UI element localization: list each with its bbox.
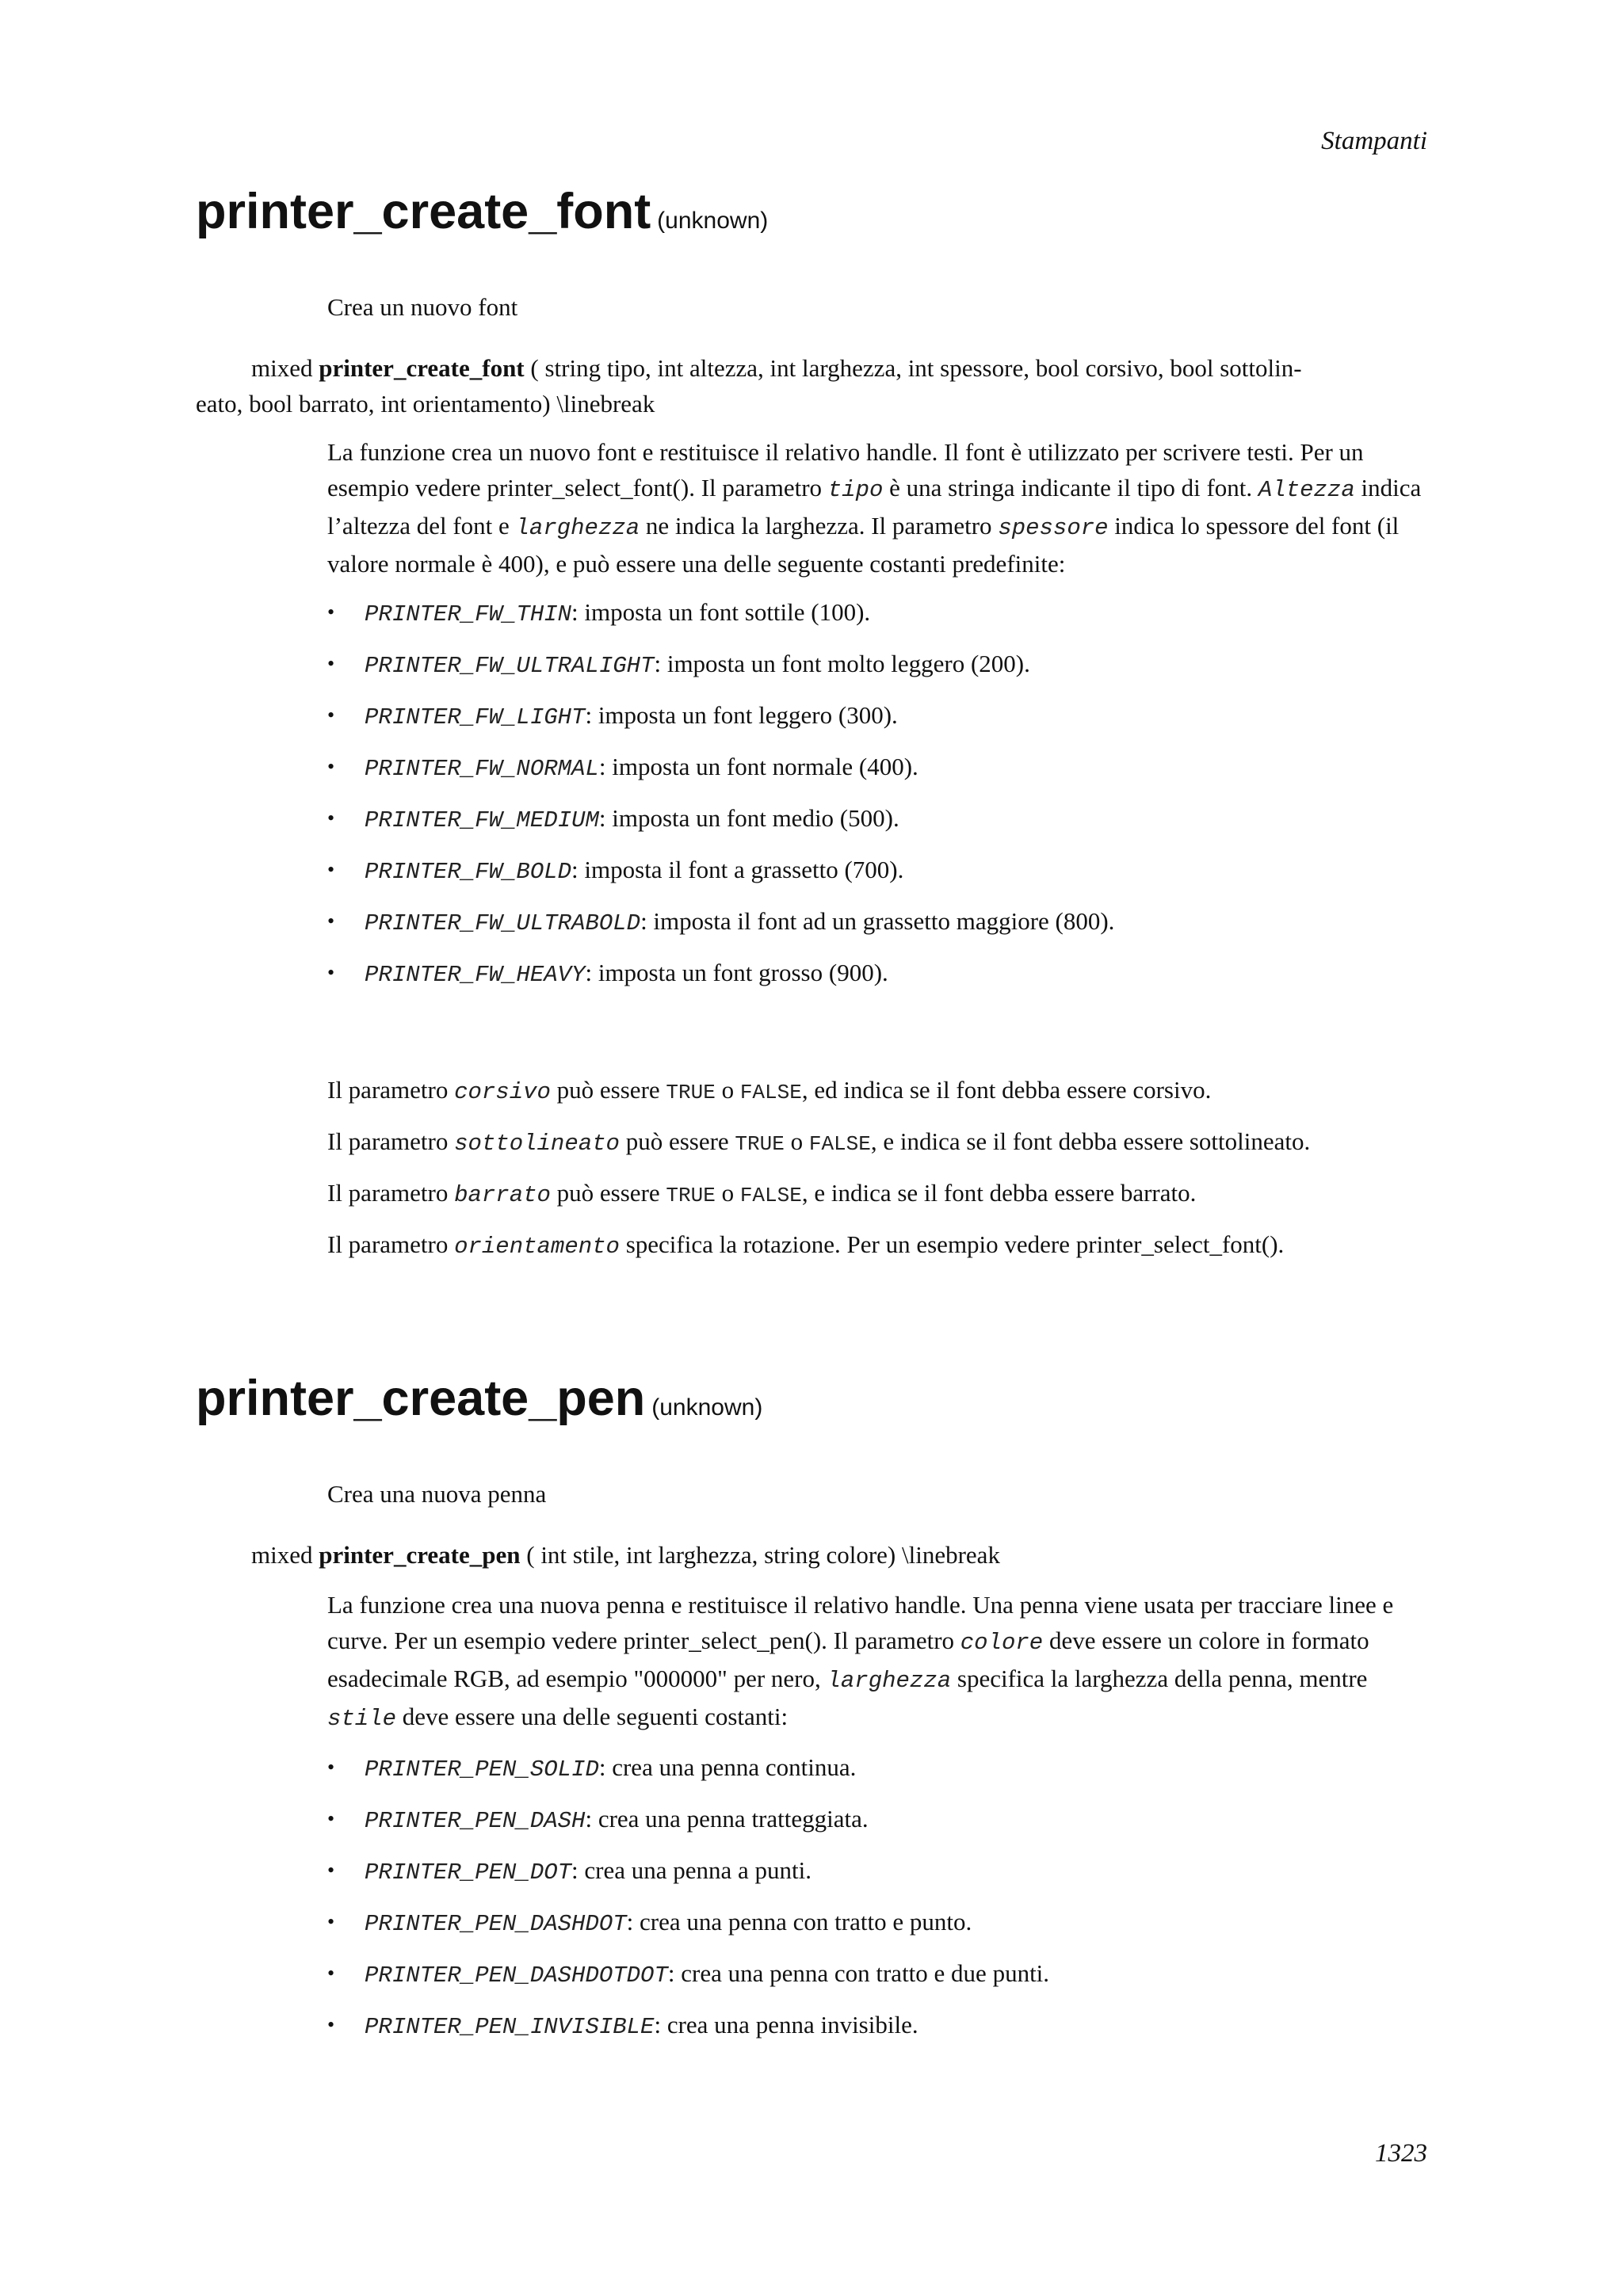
list-item: • PRINTER_FW_ULTRALIGHT: imposta un font molto leggero (200). <box>327 646 1429 684</box>
parameter-notes <box>327 1072 1429 1277</box>
param-name: Altezza <box>1258 477 1355 503</box>
synopsis-params-continued: eato, bool barrato, int orientamento) \linebreak <box>196 390 655 418</box>
running-head: Stampanti <box>1321 127 1427 155</box>
param-name: larghezza <box>515 515 640 541</box>
function-name: printer_create_pen <box>196 1371 646 1426</box>
bullet-icon: • <box>327 1962 335 1985</box>
list-item: • PRINTER_PEN_INVISIBLE: crea una penna invisibile. <box>327 2007 1429 2045</box>
list-item: • PRINTER_PEN_DASH: crea una penna tratteggiata. <box>327 1801 1429 1839</box>
bullet-icon: • <box>327 1807 335 1830</box>
bullet-icon: • <box>327 1910 335 1933</box>
param-name: orientamento <box>454 1234 620 1260</box>
function-description <box>327 1587 1429 2058</box>
function-version: (unknown) <box>657 208 769 234</box>
param-name: corsivo <box>454 1079 551 1105</box>
function-version: (unknown) <box>651 1394 763 1421</box>
bullet-icon: • <box>327 601 335 624</box>
bullet-icon: • <box>327 1756 335 1779</box>
bullet-icon: • <box>327 1859 335 1882</box>
function-purpose: Crea un nuovo font <box>327 293 518 321</box>
function-purpose: Crea una nuova penna <box>327 1480 547 1508</box>
function-title <box>196 184 769 239</box>
page-number: 1323 <box>1375 2139 1427 2168</box>
constant-value: FALSE <box>739 1184 802 1207</box>
list-item: • PRINTER_FW_HEAVY: imposta un font grosso (900). <box>327 955 1429 993</box>
param-name: stile <box>327 1706 397 1732</box>
list-item: • PRINTER_FW_LIGHT: imposta un font leggero (300). <box>327 697 1429 735</box>
function-synopsis <box>251 1537 1432 1573</box>
synopsis-function-name: printer_create_font <box>319 354 525 382</box>
note-paragraph: Il parametro sottolineato può essere TRUE o FALSE, e indica se il font debba essere sottolineato. <box>327 1127 1311 1157</box>
bullet-icon: • <box>327 2013 335 2036</box>
list-item: • PRINTER_PEN_SOLID: crea una penna continua. <box>327 1749 1429 1787</box>
list-item: • PRINTER_FW_ULTRABOLD: imposta il font ad un grassetto maggiore (800). <box>327 903 1429 941</box>
function-title <box>196 1371 763 1426</box>
return-type: mixed <box>251 1541 313 1569</box>
description-paragraph: La funzione crea un nuovo font e restituisce il relativo handle. Il font è utilizzato per scrivere testi. Per un esempio vedere printer_select_font(). Il parametro tipo è una stringa indicante il tipo di font. Altezza indica l’altezza del font e larghezza ne indica la larghezza. Il parametro spessore indica lo spessore del font (il valore normale è 400), e può essere una delle seguente costanti predefinite: <box>327 438 1422 578</box>
list-item: • PRINTER_PEN_DOT: crea una penna a punti. <box>327 1852 1429 1890</box>
note-paragraph: Il parametro orientamento specifica la rotazione. Per un esempio vedere printer_select_font(). <box>327 1230 1285 1260</box>
param-name: colore <box>960 1630 1044 1656</box>
param-name: tipo <box>827 477 884 503</box>
synopsis-line <box>196 350 1432 386</box>
list-item: • PRINTER_PEN_DASHDOT: crea una penna con tratto e punto. <box>327 1904 1429 1942</box>
synopsis-params: ( int stile, int larghezza, string colore) \linebreak <box>526 1541 1000 1569</box>
param-name: spessore <box>998 515 1109 541</box>
synopsis-function-name: printer_create_pen <box>319 1541 521 1569</box>
bullet-icon: • <box>327 755 335 778</box>
constants-list <box>327 1749 1429 2045</box>
return-type: mixed <box>251 354 313 382</box>
bullet-icon: • <box>327 807 335 830</box>
param-name: larghezza <box>827 1668 952 1694</box>
constant-value: TRUE <box>666 1081 716 1104</box>
function-name: printer_create_font <box>196 184 651 239</box>
list-item: • PRINTER_FW_NORMAL: imposta un font normale (400). <box>327 749 1429 787</box>
constant-value: TRUE <box>735 1132 785 1156</box>
constants-list <box>327 594 1429 993</box>
function-synopsis <box>196 350 1432 421</box>
list-item: • PRINTER_FW_MEDIUM: imposta un font medio (500). <box>327 800 1429 838</box>
list-item: • PRINTER_FW_THIN: imposta un font sottile (100). <box>327 594 1429 632</box>
bullet-icon: • <box>327 961 335 984</box>
param-name: sottolineato <box>454 1131 620 1157</box>
constant-value: TRUE <box>666 1184 716 1207</box>
list-item: • PRINTER_PEN_DASHDOTDOT: crea una penna con tratto e due punti. <box>327 1955 1429 1993</box>
list-item: • PRINTER_FW_BOLD: imposta il font a grassetto (700). <box>327 852 1429 890</box>
bullet-icon: • <box>327 910 335 933</box>
bullet-icon: • <box>327 652 335 675</box>
bullet-icon: • <box>327 704 335 727</box>
constant-value: FALSE <box>808 1132 871 1156</box>
description-paragraph: La funzione crea una nuova penna e restituisce il relativo handle. Una penna viene usata per tracciare linee e curve. Per un esempio vedere printer_select_pen(). Il parametro colore deve essere un colore in formato esadecimale RGB, ad esempio "000000" per nero, larghezza specifica la larghezza della penna, mentre stile deve essere una delle seguenti costanti: <box>327 1591 1394 1732</box>
note-paragraph: Il parametro barrato può essere TRUE o FALSE, e indica se il font debba essere barrato. <box>327 1179 1197 1208</box>
note-paragraph: Il parametro corsivo può essere TRUE o FALSE, ed indica se il font debba essere corsivo. <box>327 1076 1212 1105</box>
synopsis-params: ( string tipo, int altezza, int larghezza, int spessore, bool corsivo, bool sottolin- <box>530 354 1302 382</box>
function-description <box>327 434 1429 1006</box>
param-name: barrato <box>454 1182 551 1208</box>
bullet-icon: • <box>327 858 335 881</box>
constant-value: FALSE <box>739 1081 802 1104</box>
